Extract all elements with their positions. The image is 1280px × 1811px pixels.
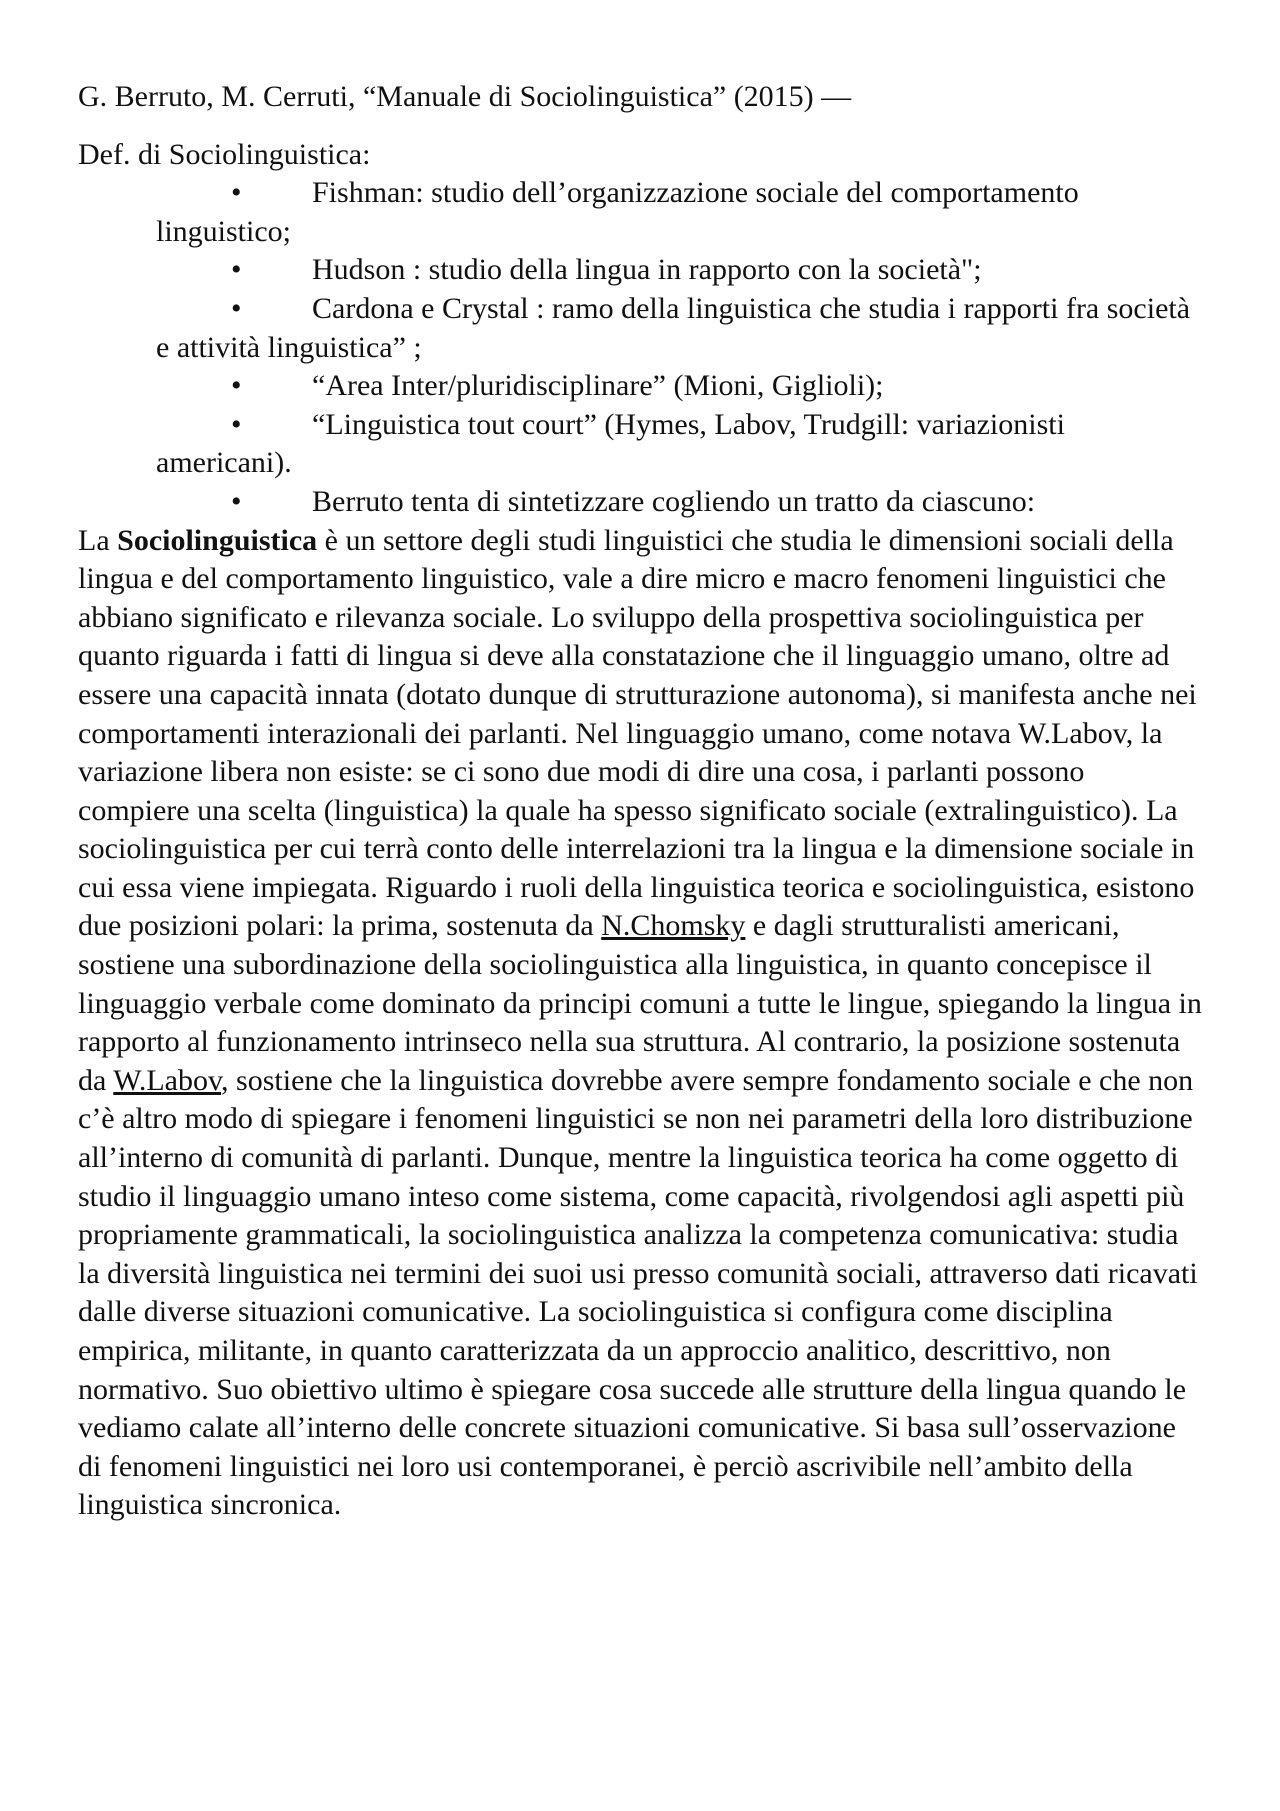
definition-text: Berruto tenta di sintetizzare cogliendo un tratto da ciascuno: <box>312 484 1036 518</box>
author-link-labov[interactable]: W.Labov <box>113 1063 222 1097</box>
bullet-icon: • <box>231 176 242 210</box>
definitions-heading: Def. di Sociolinguistica: <box>78 137 371 171</box>
definition-text: “Linguistica tout court” (Hymes, Labov, Trudgill: variazionisti americani). <box>156 407 1065 480</box>
definition-item-berruto <box>78 483 1202 522</box>
definition-item-area-inter <box>78 367 1202 406</box>
bullet-icon: • <box>231 484 242 518</box>
definition-text: “Area Inter/pluridisciplinare” (Mioni, Giglioli); <box>312 369 884 403</box>
definition-item-cardona-crystal <box>78 290 1202 367</box>
body-text: e dagli strutturalisti americani, sostiene una subordinazione della sociolinguistica alla linguistica, in quanto concepisce il linguaggio verbale come dominato da principi comuni a tutte le lingue, spiegando la lingua in rapporto al funzionamento intrinseco nella sua struttura. Al contrario, la posizione sostenuta da <box>78 909 1202 1097</box>
body-text: La <box>78 523 118 557</box>
definition-text: Hudson : studio della lingua in rapporto con la società"; <box>312 253 982 287</box>
body-text: è un settore degli studi linguistici che studia le dimensioni sociali della lingua e del comportamento linguistico, vale a dire micro e macro fenomeni linguistici che abbiano significato e rilevanza sociale. Lo sviluppo della prospettiva sociolinguistica per quanto riguarda i fatti di lingua si deve alla constatazione che il linguaggio umano, oltre ad essere una capacità innata (dotato dunque di strutturazione autonoma), si manifesta anche nei comportamenti interazionali dei parlanti. Nel linguaggio umano, come notava W.Labov, la variazione libera non esiste: se ci sono due modi di dire una cosa, i parlanti possono compiere una scelta (linguistica) la quale ha spesso significato sociale (extralinguistico). La sociolinguistica per cui terrà conto delle interrelazioni tra la lingua e la dimensione sociale in cui essa viene impiegata. Riguardo i ruoli della linguistica teorica e sociolinguistica, esistono due posizioni polari: la prima, sostenuta da <box>78 523 1197 943</box>
bullet-icon: • <box>231 369 242 403</box>
citation-header: G. Berruto, M. Cerruti, “Manuale di Sociolinguistica” (2015) — <box>78 80 852 113</box>
definition-text: Fishman: studio dell’organizzazione sociale del comportamento linguistico; <box>156 176 1079 248</box>
bullet-icon: • <box>231 407 242 441</box>
term-sociolinguistica: Sociolinguistica <box>117 523 318 557</box>
bullet-icon: • <box>231 253 242 287</box>
definition-item-fishman <box>78 174 1202 251</box>
definition-text: Cardona e Crystal : ramo della linguistica che studia i rapporti fra società e attività linguistica” ; <box>156 291 1191 364</box>
author-link-chomsky[interactable]: N.Chomsky <box>601 909 746 943</box>
definition-item-hudson <box>78 251 1202 290</box>
definition-item-tout-court <box>78 406 1202 483</box>
definitions-list <box>78 174 1202 521</box>
bullet-icon: • <box>231 291 242 325</box>
body-paragraph <box>78 522 1202 1525</box>
body-text: , sostiene che la linguistica dovrebbe avere sempre fondamento sociale e che non c’è altro modo di spiegare i fenomeni linguistici se non nei parametri della loro distribuzione all’interno di comunità di parlanti. Dunque, mentre la linguistica teorica ha come oggetto di studio il linguaggio umano inteso come sistema, come capacità, rivolgendosi agli aspetti più propriamente grammaticali, la sociolinguistica analizza la competenza comunicativa: studia la diversità linguistica nei termini dei suoi usi presso comunità sociali, attraverso dati ricavati dalle diverse situazioni comunicative. La sociolinguistica si configura come disciplina empirica, militante, in quanto caratterizzata da un approccio analitico, descrittivo, non normativo. Suo obiettivo ultimo è spiegare cosa succede alle strutture della lingua quando le vediamo calate all’interno delle concrete situazioni comunicative. Si basa sull’osservazione di fenomeni linguistici nei loro usi contemporanei, è perciò ascrivibile nell’ambito della linguistica sincronica. <box>78 1063 1198 1522</box>
